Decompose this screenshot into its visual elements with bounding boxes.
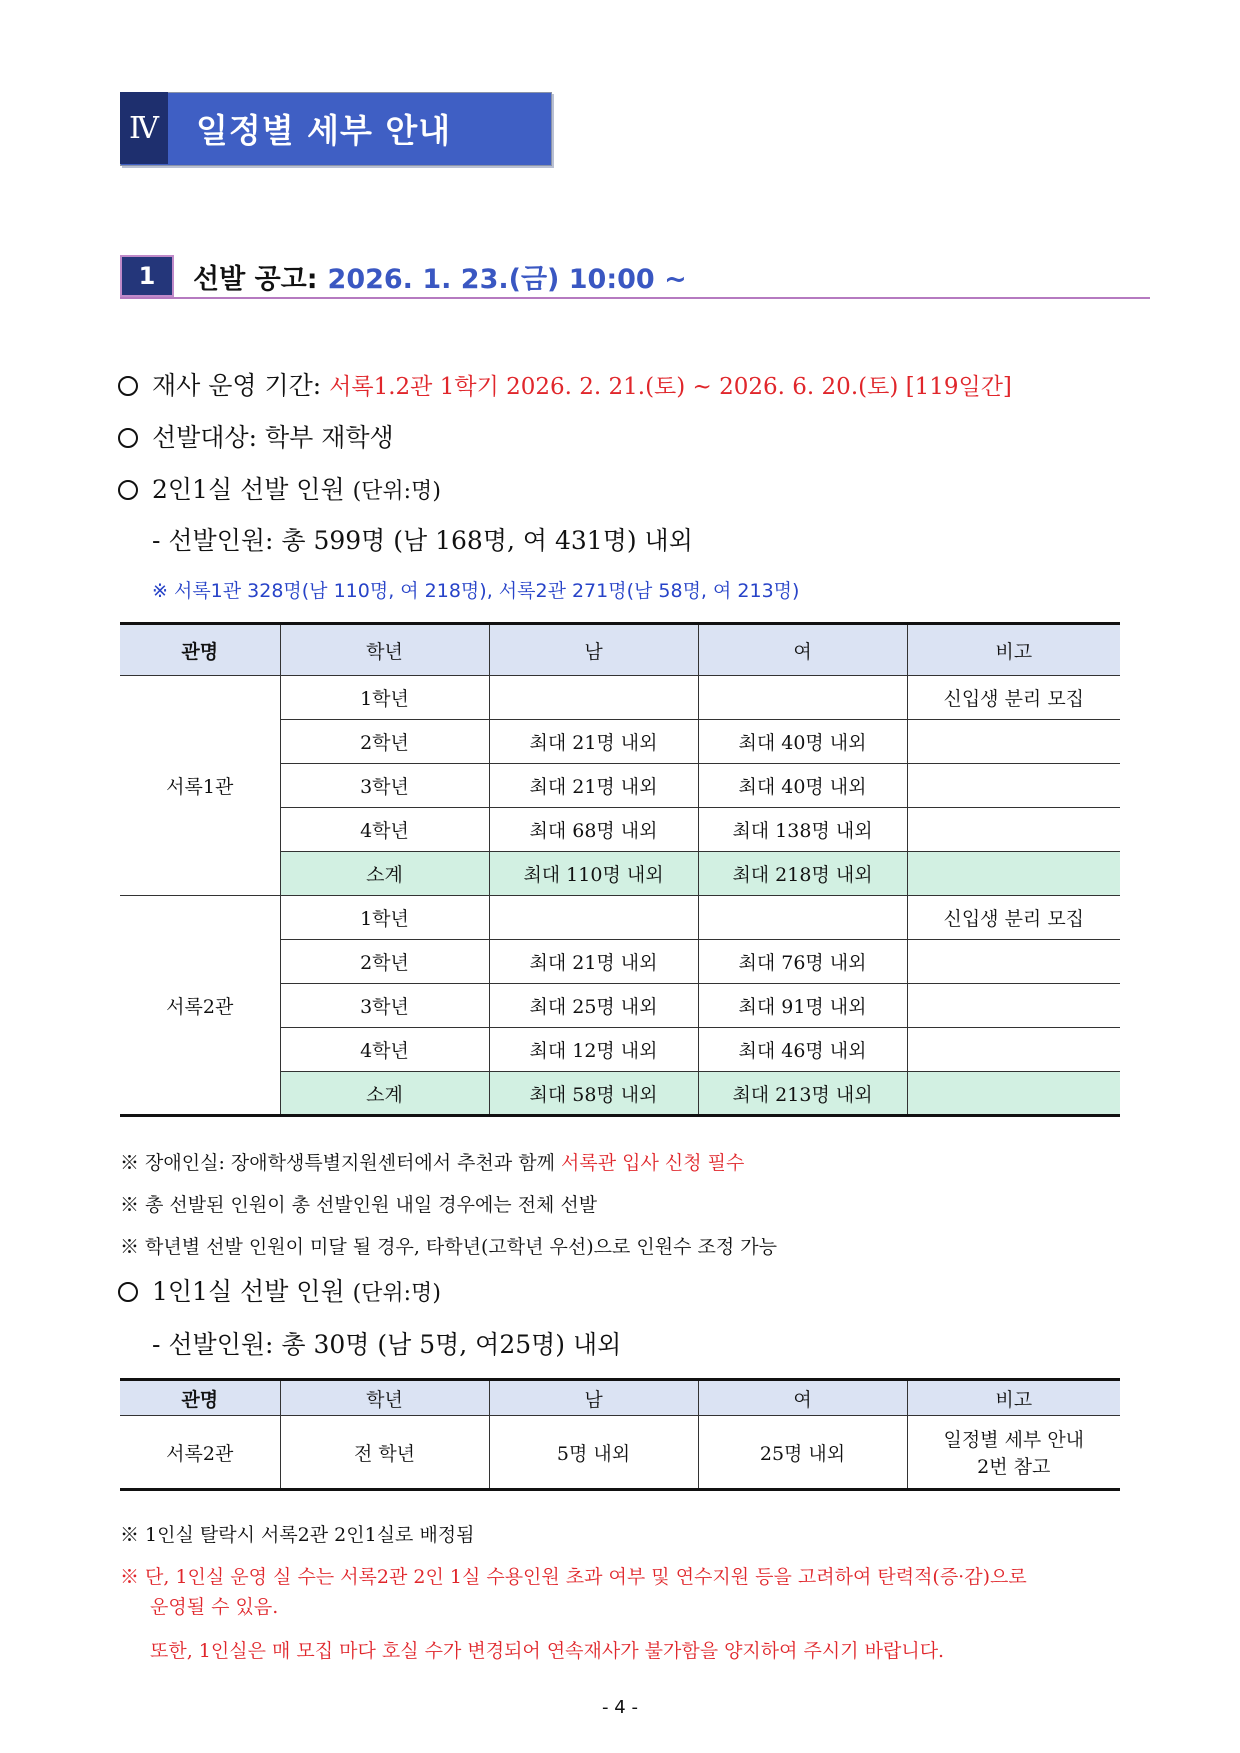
subsection-underline: [120, 297, 1150, 299]
double-room-table: [120, 622, 1120, 1117]
section-title: 일정별 세부 안내: [196, 110, 452, 150]
double-room-heading: [118, 470, 441, 506]
table-cell: [907, 720, 1120, 764]
circle-bullet-icon: [118, 480, 138, 500]
single-room-table: [120, 1378, 1120, 1491]
note-single-fail: ※ 1인실 탈락시 서록2관 2인1실로 배정됨: [120, 1524, 475, 1546]
selection-target: [118, 418, 394, 454]
note-emphasis: 서록관 입사 신청 필수: [561, 1152, 745, 1174]
table-cell: 전 학년: [280, 1416, 489, 1490]
double-room-hall-note: ※ 서록1관 328명(남 110명, 여 218명), 서록2관 271명(남 58명, 여 213명): [152, 580, 800, 602]
circle-bullet-icon: [118, 428, 138, 448]
table-cell: 신입생 분리 모집: [907, 896, 1120, 940]
table-cell: 최대 76명 내외: [698, 940, 907, 984]
table-cell: 최대 68명 내외: [489, 808, 698, 852]
circle-bullet-icon: [118, 376, 138, 396]
table-cell: 소계: [280, 852, 489, 896]
table-cell: 신입생 분리 모집: [907, 676, 1120, 720]
table-cell: 4학년: [280, 1028, 489, 1072]
table-cell: [907, 1072, 1120, 1116]
col-header: 관명: [120, 624, 280, 676]
table-cell: 최대 21명 내외: [489, 940, 698, 984]
remark-line: 2번 참고: [977, 1456, 1051, 1478]
table-cell: 1학년: [280, 676, 489, 720]
table-cell: [907, 1416, 1120, 1490]
hall-name: 서록1관: [120, 676, 280, 896]
note-text: ※ 장애인실: 장애학생특별지원센터에서 추천과 함께: [120, 1152, 562, 1174]
period-label: 재사 운영 기간:: [152, 371, 322, 400]
table-cell: 2학년: [280, 720, 489, 764]
table-cell: 최대 110명 내외: [489, 852, 698, 896]
table-cell: [489, 896, 698, 940]
col-header: 비고: [907, 624, 1120, 676]
double-room-title: 2인1실 선발 인원: [152, 475, 345, 504]
hall-name: 서록2관: [120, 1416, 280, 1490]
subsection-title: [193, 255, 687, 297]
double-room-summary: - 선발인원: 총 599명 (남 168명, 여 431명) 내외: [152, 526, 693, 555]
col-header: 비고: [907, 1380, 1120, 1416]
table-cell: 최대 21명 내외: [489, 720, 698, 764]
table-cell: 최대 213명 내외: [698, 1072, 907, 1116]
table-cell: 4학년: [280, 808, 489, 852]
table-cell: [698, 896, 907, 940]
table-row: [120, 896, 1120, 940]
note-single-continuous: 또한, 1인실은 매 모집 마다 호실 수가 변경되어 연속재사가 불가함을 양지하여 주시기 바랍니다.: [150, 1640, 945, 1662]
table-cell: 3학년: [280, 764, 489, 808]
table-cell: 소계: [280, 1072, 489, 1116]
col-header: 남: [489, 1380, 698, 1416]
table-row: [120, 676, 1120, 720]
table-cell: 최대 138명 내외: [698, 808, 907, 852]
circle-bullet-icon: [118, 1282, 138, 1302]
table-cell: [907, 984, 1120, 1028]
col-header: 남: [489, 624, 698, 676]
target-text: 선발대상: 학부 재학생: [152, 423, 394, 452]
table-cell: [907, 940, 1120, 984]
subsection-number: 1: [120, 255, 174, 297]
table-row: [120, 1416, 1120, 1490]
table-cell: [907, 764, 1120, 808]
operation-period: [118, 366, 1012, 402]
announcement-date: 2026. 1. 23.(금) 10:00 ~: [327, 263, 687, 295]
table-cell: [907, 808, 1120, 852]
table-cell: 최대 12명 내외: [489, 1028, 698, 1072]
table-cell: 최대 40명 내외: [698, 720, 907, 764]
hall-name: 서록2관: [120, 896, 280, 1116]
table-cell: 최대 21명 내외: [489, 764, 698, 808]
table-header-row: [120, 1380, 1120, 1416]
col-header: 관명: [120, 1380, 280, 1416]
page-number: - 4 -: [602, 1697, 638, 1718]
table-cell: [907, 852, 1120, 896]
table-cell: [489, 676, 698, 720]
note-disabled-room: [120, 1148, 744, 1175]
note-total: ※ 총 선발된 인원이 총 선발인원 내일 경우에는 전체 선발: [120, 1194, 598, 1216]
table-cell: 최대 218명 내외: [698, 852, 907, 896]
note-grade-adjust: ※ 학년별 선발 인원이 미달 될 경우, 타학년(고학년 우선)으로 인원수 조정 가능: [120, 1236, 777, 1258]
table-cell: 최대 40명 내외: [698, 764, 907, 808]
table-cell: 5명 내외: [489, 1416, 698, 1490]
col-header: 여: [698, 624, 907, 676]
table-cell: 2학년: [280, 940, 489, 984]
unit-label: (단위:명): [352, 479, 441, 504]
table-cell: 최대 25명 내외: [489, 984, 698, 1028]
table-cell: 3학년: [280, 984, 489, 1028]
col-header: 여: [698, 1380, 907, 1416]
period-value: 서록1.2관 1학기 2026. 2. 21.(토) ~ 2026. 6. 20.(토) [119일간]: [329, 374, 1012, 400]
col-header: 학년: [280, 1380, 489, 1416]
table-cell: 최대 91명 내외: [698, 984, 907, 1028]
table-header-row: [120, 624, 1120, 676]
single-room-title: 1인1실 선발 인원: [152, 1277, 345, 1306]
table-cell: [907, 1028, 1120, 1072]
unit-label: (단위:명): [352, 1281, 441, 1306]
remark-line: 일정별 세부 안내: [943, 1429, 1085, 1451]
table-cell: 최대 58명 내외: [489, 1072, 698, 1116]
subsection-label: 선발 공고:: [193, 263, 318, 295]
note-single-operation: ※ 단, 1인실 운영 실 수는 서록2관 2인 1실 수용인원 초과 여부 및 연수지원 등을 고려하여 탄력적(증·감)으로: [120, 1566, 1027, 1588]
table-cell: 1학년: [280, 896, 489, 940]
table-cell: [698, 676, 907, 720]
table-cell: 최대 46명 내외: [698, 1028, 907, 1072]
note-single-operation-cont: 운영될 수 있음.: [150, 1596, 279, 1618]
single-room-heading: [118, 1272, 441, 1308]
table-cell: 25명 내외: [698, 1416, 907, 1490]
single-room-summary: - 선발인원: 총 30명 (남 5명, 여25명) 내외: [152, 1330, 622, 1359]
section-number: Ⅳ: [120, 92, 168, 164]
col-header: 학년: [280, 624, 489, 676]
